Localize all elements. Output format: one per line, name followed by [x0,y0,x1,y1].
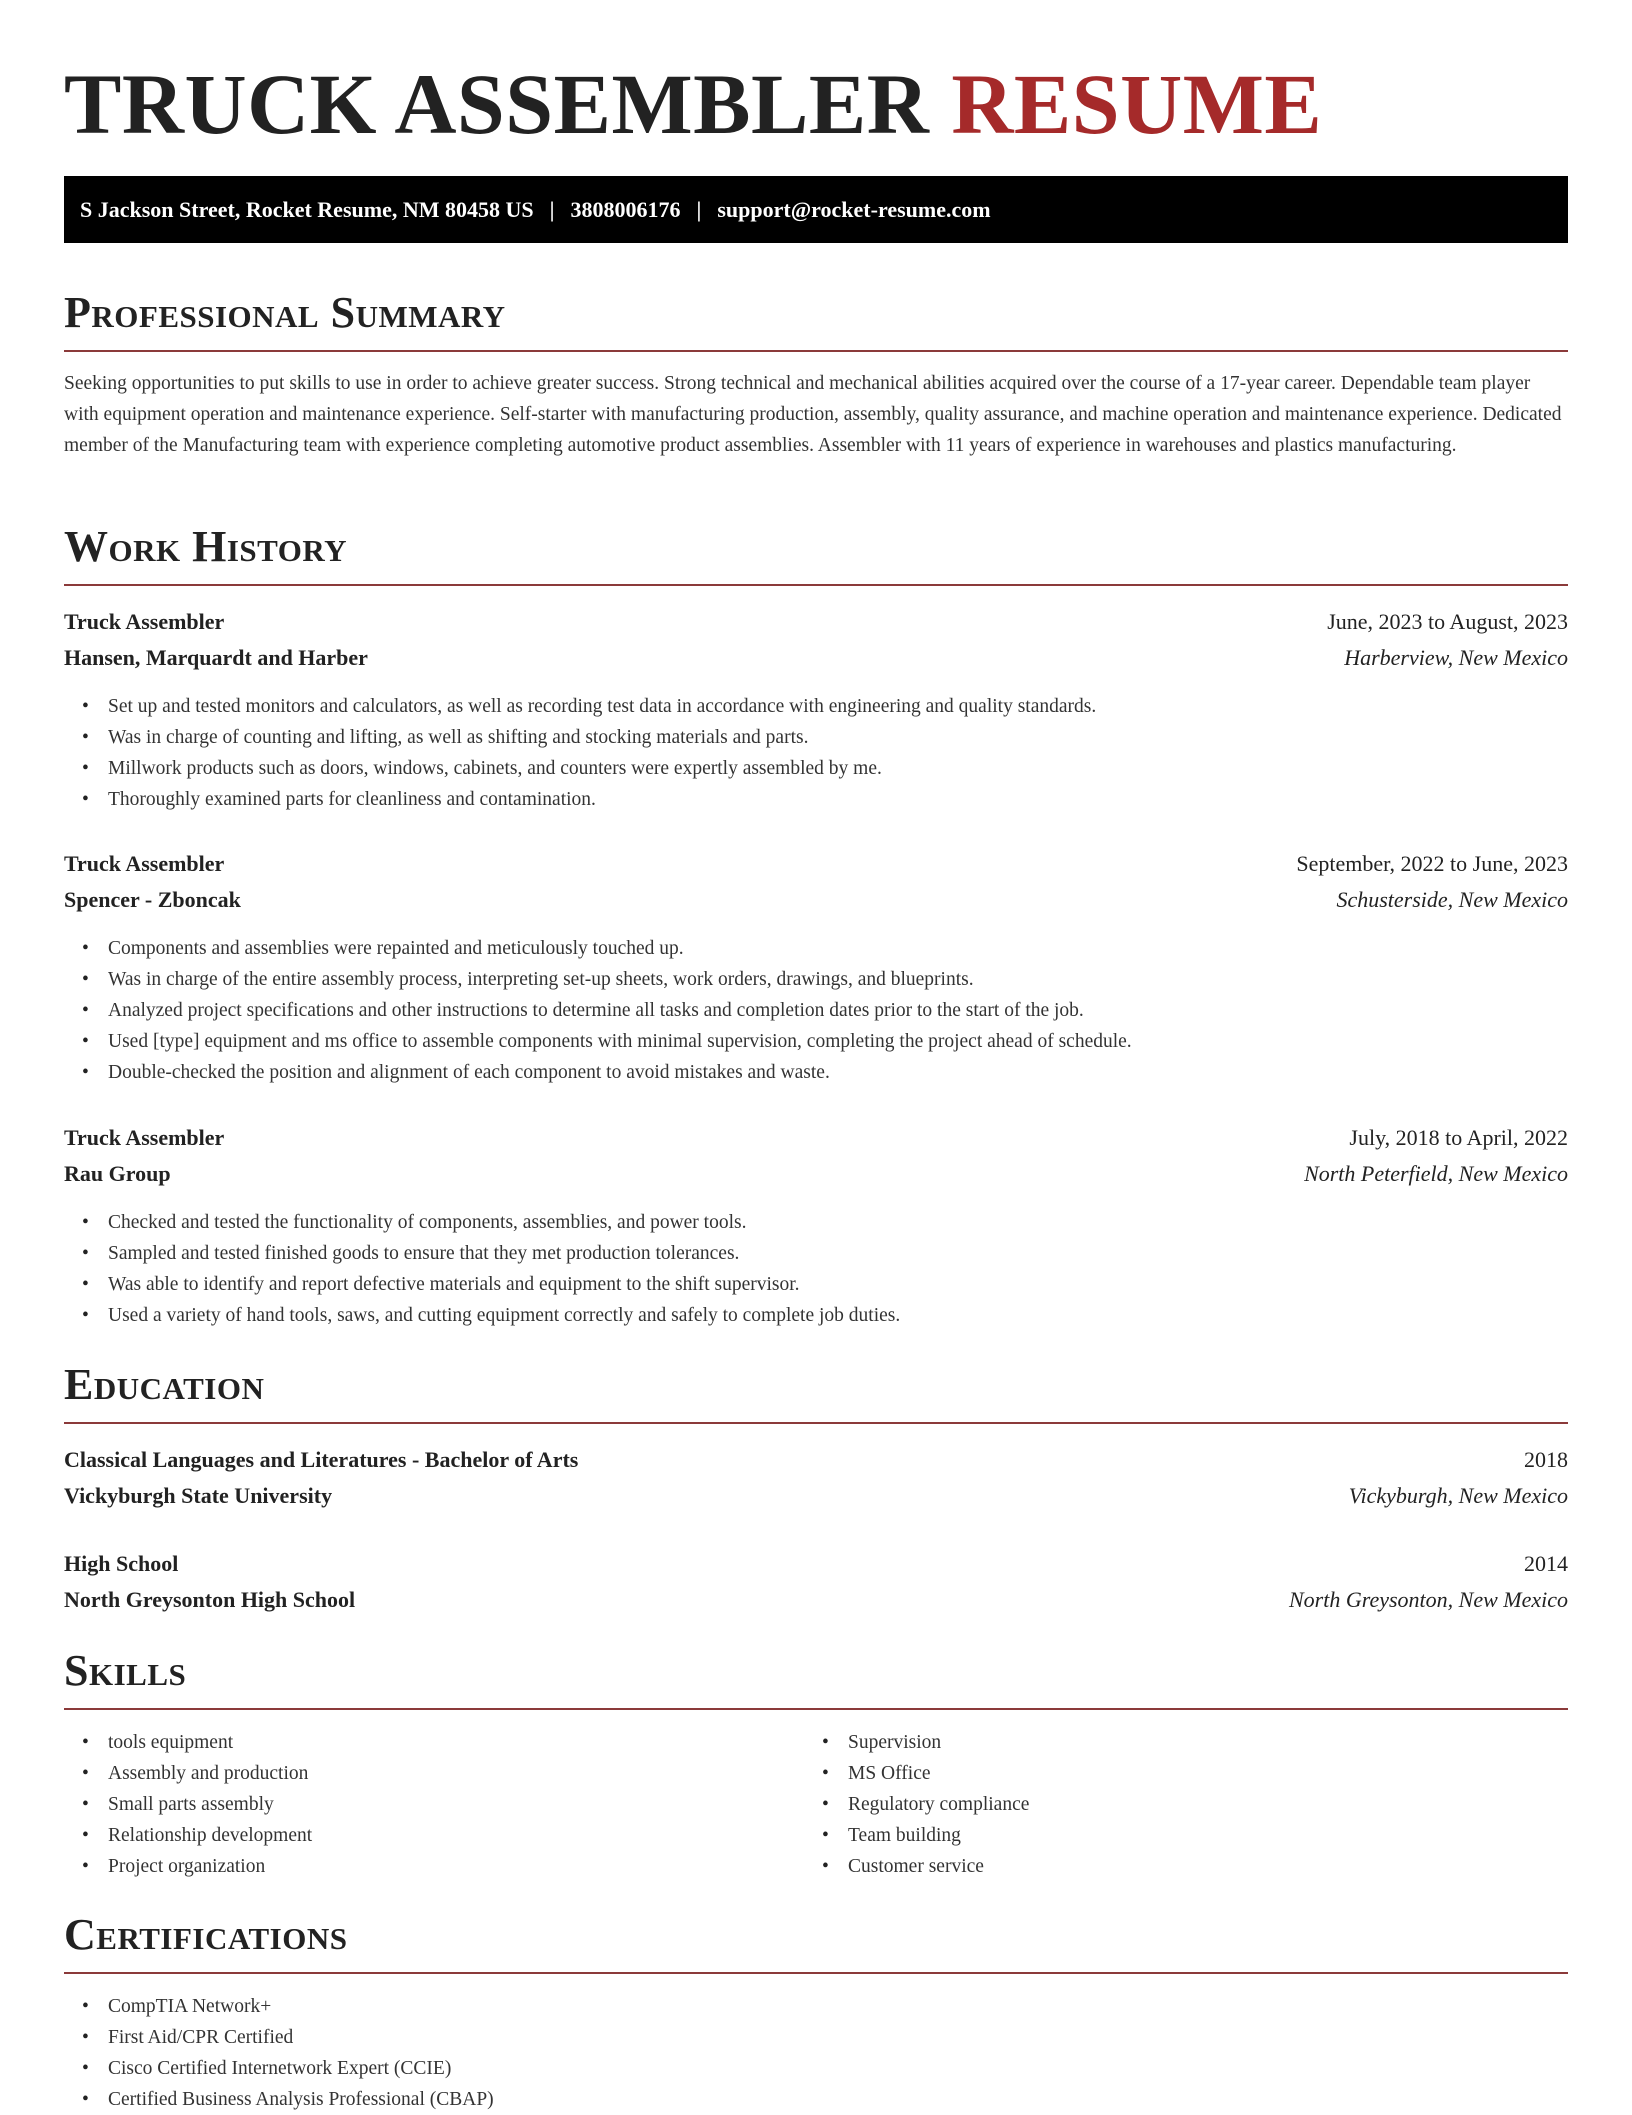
job-title: Truck Assembler [64,1125,225,1150]
job-dates: July, 2018 to April, 2022 [1349,1125,1568,1150]
job-title: Truck Assembler [64,851,225,876]
list-item: • Used [type] equipment and ms office to assemble components with minimal supervision, completing the project ahead of schedule. [108,1026,1132,1057]
skills-divider [64,1708,1568,1710]
education-year: 2014 [1524,1551,1568,1576]
education-year: 2018 [1524,1447,1568,1472]
education-location: Vickyburgh, New Mexico [1348,1483,1568,1508]
education-institution [64,1584,1568,1616]
contact-bar [64,176,1568,243]
contact-separator: | [549,196,555,222]
job-bullets [64,933,1132,1088]
job-company: Spencer - Zboncak [64,887,241,912]
certifications-divider [64,1972,1568,1974]
work-history-divider [64,584,1568,586]
job-header [64,606,1568,638]
list-item: • Analyzed project specifications and other instructions to determine all tasks and completion dates prior to the start of the job. [108,995,1132,1026]
education-school: Vickyburgh State University [64,1483,333,1508]
list-item: • Was in charge of counting and lifting, as well as shifting and stocking materials and parts. [108,722,1096,753]
contact-address: S Jackson Street, Rocket Resume, NM 80458 US [80,196,534,222]
skills-list-left [64,1727,312,1882]
education-divider [64,1422,1568,1424]
list-item: • Was able to identify and report defective materials and equipment to the shift supervisor. [108,1269,900,1300]
skill-item: • Regulatory compliance [848,1789,1029,1820]
certification-item: • Cisco Certified Internetwork Expert (CCIE) [108,2053,494,2084]
list-item: • Components and assemblies were repainted and meticulously touched up. [108,933,1132,964]
summary-divider [64,350,1568,352]
list-item: • Sampled and tested finished goods to ensure that they met production tolerances. [108,1238,900,1269]
job-dates: September, 2022 to June, 2023 [1296,851,1568,876]
skill-item: • Assembly and production [108,1758,312,1789]
education-header [64,1548,1568,1580]
skills-heading: Skills [64,1646,187,1695]
skill-item: • MS Office [848,1758,1029,1789]
summary-text: Seeking opportunities to put skills to use in order to achieve greater success. Strong technical and mechanical abilities acquired over the course of a 17-year career. Dependable team player with equipment operation and maintenance experience. Self-starter with manufacturing production, assembly, quality assurance, and machine operation and maintenance experience. Dedicated member of the Manufacturing team with experience completing automotive product assemblies. Assembler with 11 years of experience in warehouses and plastics manufacturing. [64,373,1562,456]
job-employer [64,642,1568,674]
job-bullets [64,691,1096,815]
job-title: Truck Assembler [64,609,225,634]
list-item: • Used a variety of hand tools, saws, and cutting equipment correctly and safely to complete job duties. [108,1300,900,1331]
skill-item: • tools equipment [108,1727,312,1758]
skill-item: • Relationship development [108,1820,312,1851]
education-heading: Education [64,1360,265,1409]
title-main: TRUCK ASSEMBLER [64,56,930,152]
education-degree: Classical Languages and Literatures - Bachelor of Arts [64,1447,579,1472]
list-item: • Checked and tested the functionality of components, assemblies, and power tools. [108,1207,900,1238]
list-item: • Was in charge of the entire assembly process, interpreting set-up sheets, work orders, drawings, and blueprints. [108,964,1132,995]
list-item: • Millwork products such as doors, windows, cabinets, and counters were expertly assembled by me. [108,753,1096,784]
skill-item: • Small parts assembly [108,1789,312,1820]
job-header [64,848,1568,880]
certifications-heading: Certifications [64,1910,348,1959]
contact-phone: 3808006176 [570,196,681,222]
list-item: • Thoroughly examined parts for cleanliness and contamination. [108,784,1096,815]
certifications-list [64,1991,494,2115]
list-item: • Set up and tested monitors and calculators, as well as recording test data in accordance with engineering and quality standards. [108,691,1096,722]
education-school: North Greysonton High School [64,1587,356,1612]
contact-email: support@rocket-resume.com [717,196,991,222]
job-location: Schusterside, New Mexico [1336,887,1568,912]
list-item: • Double-checked the position and alignment of each component to avoid mistakes and waste. [108,1057,1132,1088]
education-header [64,1444,1568,1476]
job-dates: June, 2023 to August, 2023 [1327,609,1568,634]
job-company: Hansen, Marquardt and Harber [64,645,368,670]
certification-item: • CompTIA Network+ [108,1991,494,2022]
job-bullets [64,1207,900,1331]
education-institution [64,1480,1568,1512]
certification-item: • Certified Business Analysis Professional (CBAP) [108,2084,494,2115]
job-employer [64,1158,1568,1190]
job-header [64,1122,1568,1154]
skill-item: • Team building [848,1820,1029,1851]
work-history-heading: Work History [64,522,348,571]
education-location: North Greysonton, New Mexico [1288,1587,1568,1612]
summary-heading: Professional Summary [64,288,506,337]
job-location: Harberview, New Mexico [1344,645,1568,670]
skill-item: • Project organization [108,1851,312,1882]
skill-item: • Supervision [848,1727,1029,1758]
job-location: North Peterfield, New Mexico [1304,1161,1568,1186]
contact-separator: | [696,196,702,222]
job-employer [64,884,1568,916]
education-degree: High School [64,1551,179,1576]
certification-item: • First Aid/CPR Certified [108,2022,494,2053]
resume-title [64,54,1322,154]
title-accent: RESUME [951,56,1323,152]
skill-item: • Customer service [848,1851,1029,1882]
skills-list-right [804,1727,1029,1882]
job-company: Rau Group [64,1161,171,1186]
